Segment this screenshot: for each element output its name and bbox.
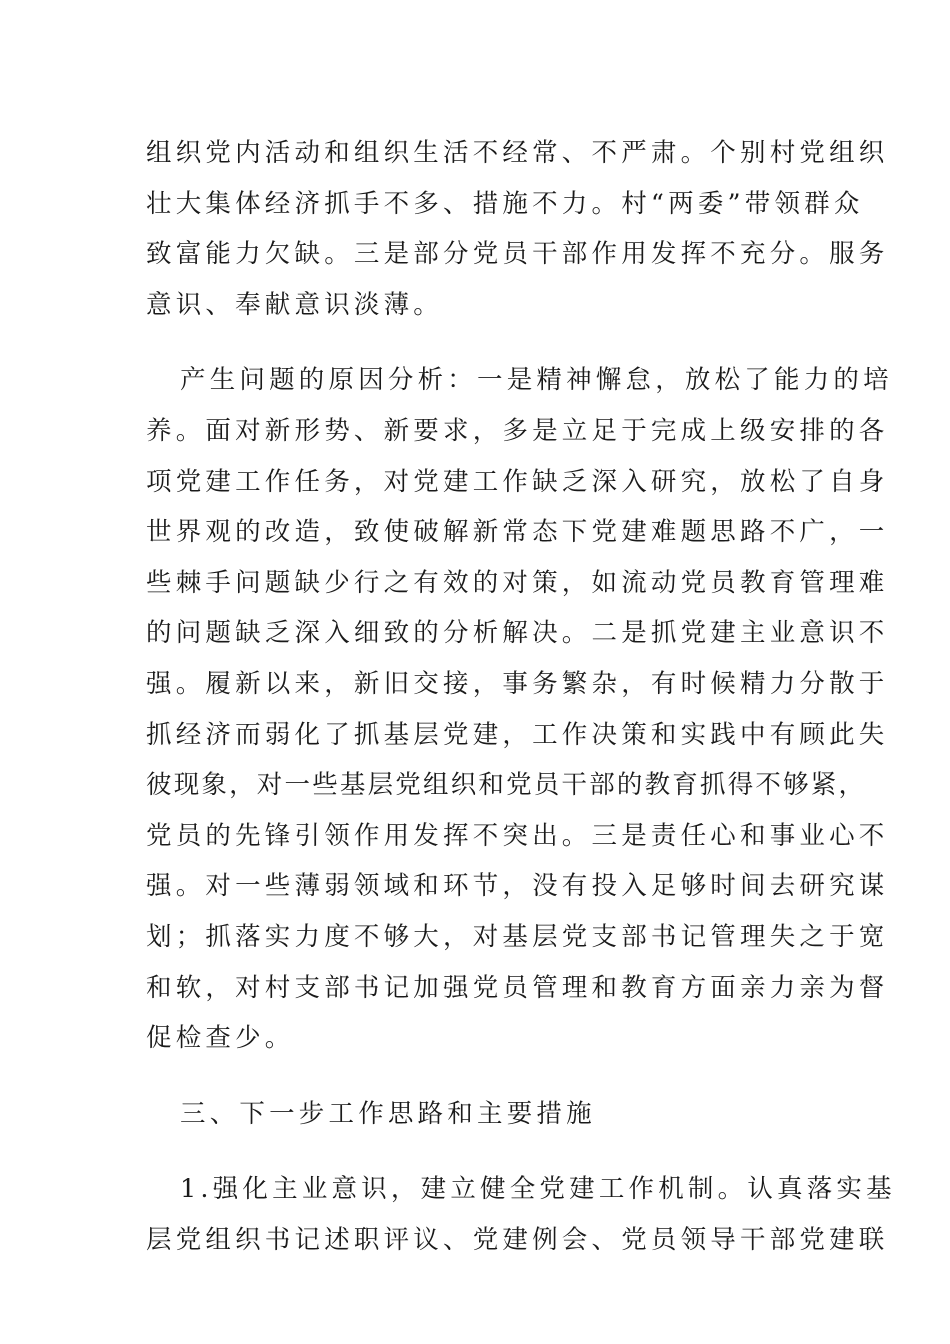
text-line: 组织党内活动和组织生活不经常、不严肃。个别村党组织 [146,138,889,168]
paragraph-gap [146,1139,806,1164]
paragraph-cause-analysis [146,355,893,1063]
text-line: 抓经济而弱化了抓基层党建，工作决策和实践中有顾此失 [146,719,889,750]
text-line: 促检查少。 [146,1023,295,1054]
text-line: 的问题缺乏深入细致的分析解决。二是抓党建主业意识不 [146,618,889,649]
section-heading: 三、下一步工作思路和主要措施 [180,1098,596,1129]
paragraph-problems-continued [146,128,889,330]
text-line: 意识、奉献意识淡薄。 [146,289,444,320]
paragraph-gap [146,1064,806,1089]
text-line: 壮大集体经济抓手不多、措施不力。村“两委”带领群众 [146,188,864,219]
text-line: 世界观的改造，致使破解新常态下党建难题思路不广，一 [146,517,889,548]
document-body [146,128,896,1265]
text-line: 彼现象，对一些基层党组织和党员干部的教育抓得不够紧， [146,770,867,801]
text-line: 强。履新以来，新旧交接，事务繁杂，有时候精力分散于 [146,668,889,699]
text-line: 项党建工作任务，对党建工作缺乏深入研究，放松了自身 [146,466,889,497]
paragraph-gap [146,330,806,355]
text-line: 养。面对新形势、新要求，多是立足于完成上级安排的各 [146,415,889,446]
text-line: 致富能力欠缺。三是部分党员干部作用发挥不充分。服务 [146,239,889,270]
text-line: 党员的先锋引领作用发挥不突出。三是责任心和事业心不 [146,820,889,851]
text-line: 些棘手问题缺少行之有效的对策，如流动党员教育管理难 [146,567,889,598]
text-line: 和软，对村支部书记加强党员管理和教育方面亲力亲为督 [146,972,889,1003]
text-line: 1.强化主业意识，建立健全党建工作机制。认真落实基 [180,1174,896,1205]
text-line: 强。对一些薄弱领域和环节，没有投入足够时间去研究谋 [146,871,889,902]
text-line: 层党组织书记述职评议、党建例会、党员领导干部党建联 [146,1224,889,1255]
text-line: 划；抓落实力度不够大，对基层党支部书记管理失之于宽 [146,921,889,952]
paragraph-measure-1 [146,1164,896,1265]
text-line: 产生问题的原因分析：一是精神懈怠，放松了能力的培 [180,365,893,396]
